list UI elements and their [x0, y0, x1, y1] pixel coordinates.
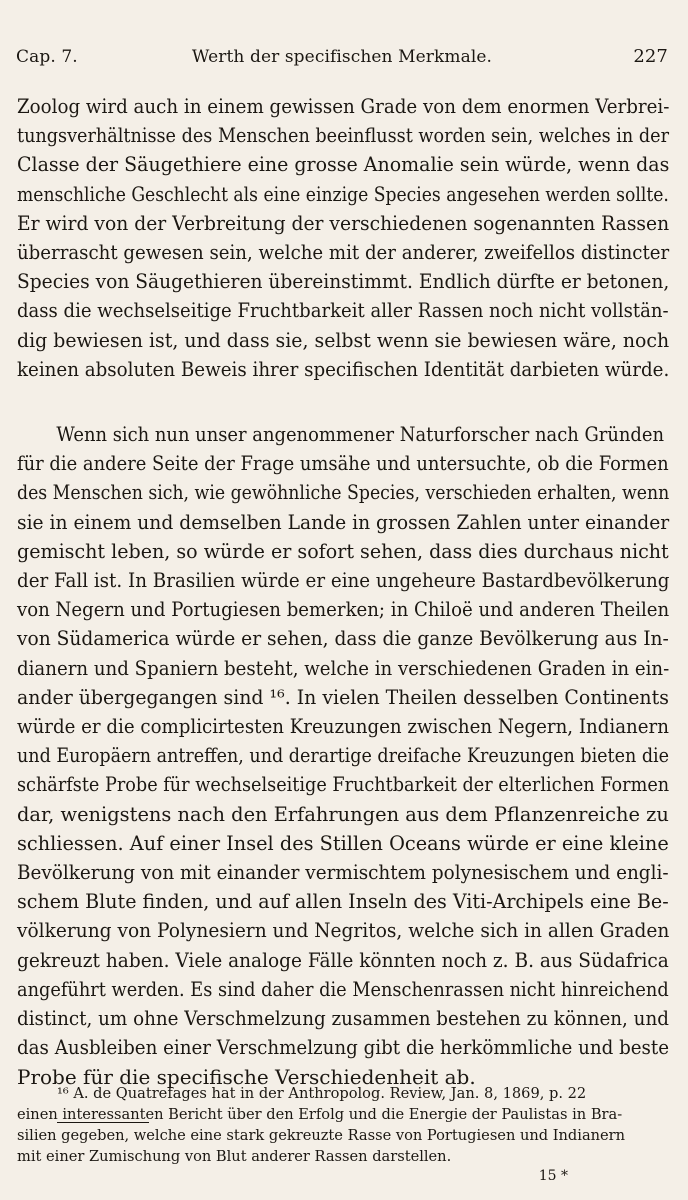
text-line: dar, wenigstens nach den Erfahrungen aus dem Pflanzenreiche zu: [17, 801, 669, 826]
text-line: schärfste Probe für wechselseitige Fruchtbarkeit der elterlichen Formen: [17, 772, 670, 797]
text-line: völkerung von Polynesiern und Negritos, welche sich in allen Graden: [17, 918, 670, 943]
footnote: [17, 1083, 670, 1167]
text-line: ander übergegangen sind ¹⁶. In vielen Theilen desselben Continents: [17, 684, 669, 709]
text-line: würde er die complicirtesten Kreuzungen zwischen Negern, Indianern: [17, 714, 669, 739]
text-line: Classe der Säugethiere eine grosse Anomalie sein würde, wenn das: [17, 152, 670, 177]
text-line: dass die wechselseitige Fruchtbarkeit aller Rassen noch nicht vollstän-: [17, 298, 669, 323]
text-line: schliessen. Auf einer Insel des Stillen Oceans würde er eine kleine: [17, 830, 669, 855]
text-line: angeführt werden. Es sind daher die Menschenrassen nicht hinreichend: [17, 976, 669, 1001]
text-line: und Europäern antreffen, und derartige dreifache Kreuzungen bieten die: [17, 743, 670, 768]
text-line: menschliche Geschlecht als eine einzige Species angesehen werden sollte.: [17, 181, 669, 206]
text-line: Probe für die specifische Verschiedenheit ab.: [17, 1064, 476, 1089]
text-line: dig bewiesen ist, und dass sie, selbst wenn sie bewiesen wäre, noch: [17, 327, 670, 352]
chapter-label: Cap. 7.: [16, 47, 78, 67]
text-line: der Fall ist. In Brasilien würde er eine ungeheure Bastardbevölkerung: [17, 568, 670, 593]
running-header: [16, 46, 668, 72]
running-title: Werth der specifischen Merkmale.: [191, 47, 493, 67]
text-line: gekreuzt haben. Viele analoge Fälle könnten noch z. B. aus Südafrica: [17, 947, 669, 972]
footnote-line: einen interessanten Bericht über den Erfolg und die Energie der Paulistas in Bra-: [17, 1106, 623, 1123]
text-line: überrascht gewesen sein, welche mit der anderer, zweifellos distincter: [17, 240, 670, 265]
text-line: keinen absoluten Beweis ihrer specifischen Identität darbieten würde.: [17, 356, 670, 381]
text-line: sie in einem und demselben Lande in grossen Zahlen unter einander: [17, 509, 670, 534]
text-line: Bevölkerung von mit einander vermischtem polynesischem und engli-: [17, 860, 669, 885]
paragraph-gap: [17, 384, 669, 420]
footnote-line: mit einer Zumischung von Blut anderer Rassen darstellen.: [17, 1148, 452, 1165]
page-number: 227: [633, 46, 668, 67]
text-line: gemischt leben, so würde er sofort sehen, dass dies durchaus nicht: [17, 538, 669, 563]
printer-signature: 15 *: [538, 1168, 568, 1184]
text-line: von Negern und Portugiesen bemerken; in Chiloë und anderen Theilen: [17, 597, 670, 622]
text-line: distinct, um ohne Verschmelzung zusammen bestehen zu können, und: [17, 1006, 669, 1031]
text-line: Species von Säugethieren übereinstimmt. Endlich dürfte er betonen,: [17, 269, 670, 294]
text-line: von Südamerica würde er sehen, dass die ganze Bevölkerung aus In-: [17, 626, 669, 651]
text-line: Er wird von der Verbreitung der verschiedenen sogenannten Rassen: [17, 210, 670, 235]
text-line: des Menschen sich, wie gewöhnliche Species, verschieden erhalten, wenn: [17, 480, 670, 505]
text-line: Wenn sich nun unser angenommener Naturforscher nach Gründen: [56, 422, 665, 447]
text-line: schem Blute finden, und auf allen Inseln des Viti-Archipels eine Be-: [17, 889, 669, 914]
text-line: tungsverhältnisse des Menschen beeinflusst worden sein, welches in der: [17, 123, 670, 148]
footnote-line: ¹⁶ A. de Quatrefages hat in der Anthropolog. Review, Jan. 8, 1869, p. 22: [57, 1085, 587, 1102]
text-line: dianern und Spaniern besteht, welche in verschiedenen Graden in ein-: [17, 655, 670, 680]
paragraph-1: [17, 92, 669, 384]
text-line: das Ausbleiben einer Verschmelzung gibt die herkömmliche und beste: [17, 1035, 670, 1060]
text-line: für die andere Seite der Frage umsähe und untersuchte, ob die Formen: [17, 451, 669, 476]
body-text: [17, 92, 669, 1123]
text-line: Zoolog wird auch in einem gewissen Grade von dem enormen Verbrei-: [17, 94, 670, 118]
paragraph-2: [17, 420, 669, 1092]
footnote-line: silien gegeben, welche eine stark gekreuzte Rasse von Portugiesen und Indianern: [17, 1127, 626, 1144]
